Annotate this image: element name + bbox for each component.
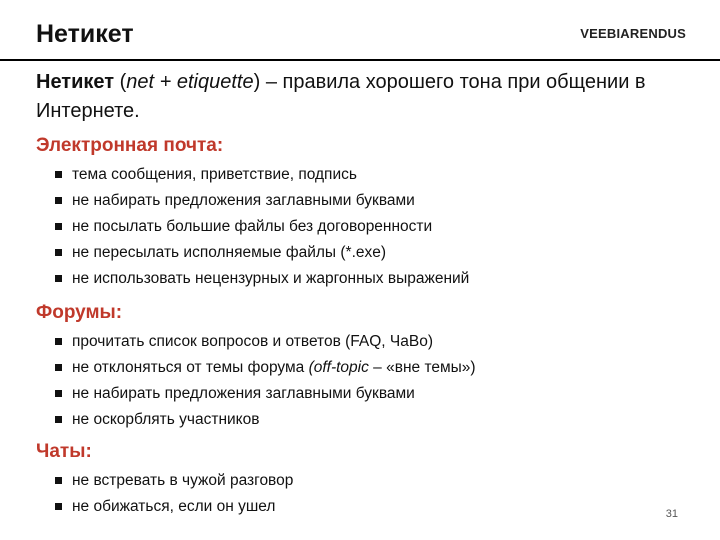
list-item-text-italic: (off-topic	[308, 359, 369, 376]
section-heading-forums: Форумы:	[36, 302, 123, 323]
forum-rules-list	[36, 329, 476, 433]
list-item-text: не набирать предложения заглавными буквами	[72, 192, 415, 209]
list-item	[36, 266, 469, 292]
intro-paragraph	[36, 68, 676, 126]
page-number: 31	[665, 508, 678, 520]
list-item-text: не встревать в чужой разговор	[72, 472, 294, 489]
list-item-text: тема сообщения, приветствие, подпись	[72, 166, 357, 183]
intro-open-paren: (	[114, 71, 127, 93]
square-bullet-icon	[55, 477, 62, 484]
list-item-text: не обижаться, если он ушел	[72, 498, 276, 515]
square-bullet-icon	[55, 338, 62, 345]
intro-close-paren: )	[253, 71, 261, 93]
list-item	[36, 494, 293, 520]
intro-term: Нетикет	[36, 71, 115, 93]
list-item	[36, 240, 469, 266]
list-item	[36, 355, 476, 381]
list-item-text: прочитать список вопросов и ответов (FAQ, ЧаВо)	[72, 333, 433, 350]
intro-etymology: net + etiquette	[126, 71, 254, 93]
list-item-text-before: не отклоняться от темы форума	[72, 359, 309, 376]
list-item-text: не оскорблять участников	[72, 411, 260, 428]
square-bullet-icon	[55, 275, 62, 282]
square-bullet-icon	[55, 416, 62, 423]
list-item	[36, 162, 469, 188]
square-bullet-icon	[55, 197, 62, 204]
list-item	[36, 407, 476, 433]
square-bullet-icon	[55, 503, 62, 510]
list-item-text: не набирать предложения заглавными буквами	[72, 385, 415, 402]
list-item	[36, 329, 476, 355]
list-item	[36, 214, 469, 240]
section-chats	[36, 439, 293, 520]
square-bullet-icon	[55, 249, 62, 256]
list-item-text-after: – «вне темы»)	[368, 359, 476, 376]
list-item	[36, 468, 293, 494]
square-bullet-icon	[55, 171, 62, 178]
section-forums	[36, 300, 476, 433]
email-rules-list	[36, 162, 469, 292]
list-item-text: не использовать нецензурных и жаргонных выражений	[72, 270, 470, 287]
title-divider	[0, 59, 720, 61]
section-email	[36, 133, 469, 292]
section-heading-email: Электронная почта:	[36, 135, 224, 156]
square-bullet-icon	[55, 390, 62, 397]
square-bullet-icon	[55, 223, 62, 230]
list-item	[36, 381, 476, 407]
square-bullet-icon	[55, 364, 62, 371]
list-item	[36, 188, 469, 214]
brand-label: VEEBIARENDUS	[580, 26, 686, 41]
intro-definition: – правила хорошего тона при общении в Интернете.	[36, 71, 646, 122]
slide-title: Нетикет	[36, 20, 134, 48]
section-heading-chats: Чаты:	[36, 441, 92, 462]
chat-rules-list	[36, 468, 293, 520]
list-item-text: не пересылать исполняемые файлы (*.exe)	[72, 244, 387, 261]
list-item-text: не посылать большие файлы без договоренности	[72, 218, 433, 235]
